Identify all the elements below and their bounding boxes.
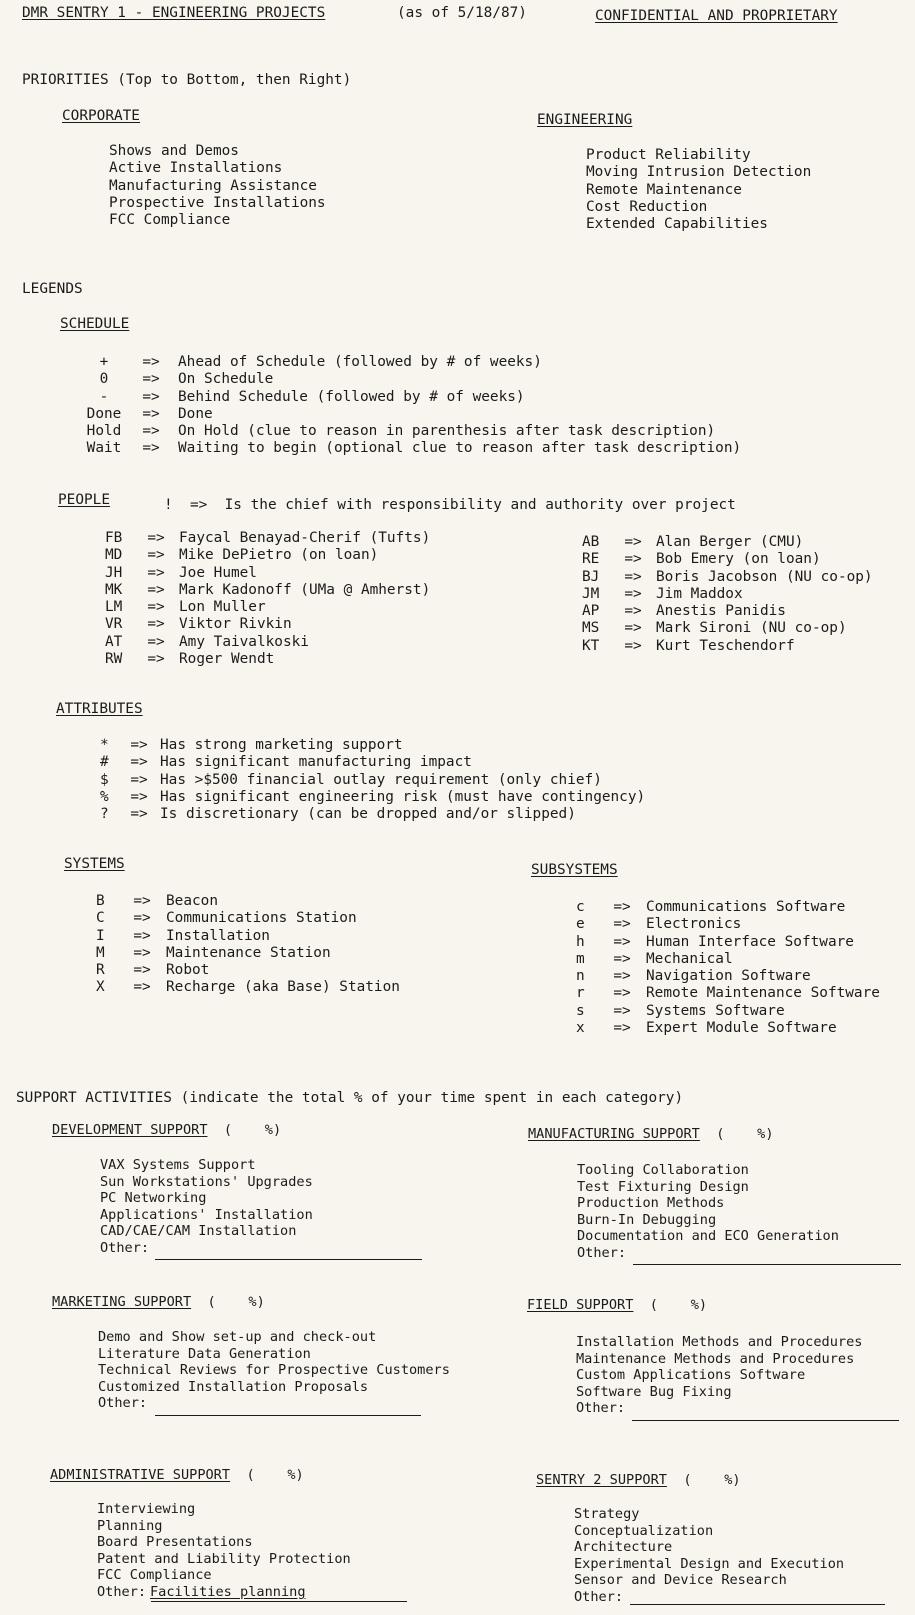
legend-row: n => Navigation Software [576,968,811,985]
subsystems-heading: SUBSYSTEMS [531,862,618,878]
corporate-heading: CORPORATE [62,108,140,124]
people-list-left [105,530,430,668]
marketing-support-heading: MARKETING SUPPORT ( %) [52,1294,265,1310]
person-row: VR => Viktor Rivkin [105,616,292,633]
legend-row: + => Ahead of Schedule (followed by # of weeks) [99,354,542,370]
field-other-field[interactable] [632,1420,899,1421]
list-item: Test Fixturing Design [577,1178,749,1195]
list-item: Patent and Liability Protection [97,1550,351,1567]
corporate-list [109,143,326,229]
list-item: Experimental Design and Execution [574,1555,845,1572]
list-item: Extended Capabilities [586,216,768,233]
list-item: FCC Compliance [97,1567,212,1584]
legend-row: s => Systems Software [576,1002,785,1019]
engineering-heading: ENGINEERING [537,112,633,128]
support-title: SUPPORT ACTIVITIES (indicate the total % of your time spent in each category) [16,1090,684,1106]
sentry2-support-heading: SENTRY 2 SUPPORT ( %) [536,1472,741,1488]
list-item: Technical Reviews for Prospective Customers [98,1362,450,1379]
list-item: Tooling Collaboration [577,1162,749,1178]
list-item: Documentation and ECO Generation [577,1228,839,1245]
list-item: Moving Intrusion Detection [586,164,812,181]
administrative-other-value: Facilities planning [150,1584,306,1600]
list-item: Remote Maintenance [586,181,742,198]
person-row: MS => Mark Sironi (NU co-op) [582,620,847,637]
other-label: Other: [100,1239,150,1256]
list-item: Maintenance Methods and Procedures [576,1350,855,1367]
legend-row: X => Recharge (aka Base) Station [96,979,400,996]
list-item: Strategy [574,1506,640,1522]
schedule-heading: SCHEDULE [60,316,130,332]
person-row: LM => Lon Muller [105,599,266,616]
person-row: AT => Amy Taivalkoski [105,633,309,650]
other-label: Other: [98,1395,148,1412]
engineering-list [586,147,811,233]
administrative-support-heading: ADMINISTRATIVE SUPPORT ( %) [50,1467,304,1483]
legend-row: * => Has strong marketing support [100,737,403,753]
subsystems-list [576,899,880,1037]
list-item: Custom Applications Software [576,1367,806,1384]
development-support-heading: DEVELOPMENT SUPPORT ( %) [52,1122,282,1138]
person-row: RW => Roger Wendt [105,651,275,668]
list-item: Board Presentations [97,1534,253,1551]
person-row: MK => Mark Kadonoff (UMa @ Amherst) [105,581,431,598]
legend-row: Hold => On Hold (clue to reason in parenthesis after task description) [86,423,716,440]
list-item: Sun Workstations' Upgrades [100,1173,313,1190]
people-list-right [582,534,873,655]
list-item: Prospective Installations [109,194,326,211]
legend-row: $ => Has >$500 financial outlay requirement (only chief) [100,771,602,788]
list-item: Planning [97,1517,163,1534]
other-label: Other: [577,1244,627,1261]
list-item: Literature Data Generation [98,1345,311,1362]
legend-row: h => Human Interface Software [576,933,854,950]
list-item: FCC Compliance [109,212,231,229]
legend-row: I => Installation [96,927,270,944]
legend-row: Wait => Waiting to begin (optional clue to reason after task description) [86,440,742,457]
people-heading: PEOPLE [58,492,110,508]
sentry2-other-field[interactable] [630,1604,885,1605]
administrative-other-field[interactable] [151,1601,407,1602]
person-row: JM => Jim Maddox [582,585,743,602]
development-support-list [100,1157,313,1257]
legend-row: C => Communications Station [96,910,357,927]
list-item: Interviewing [97,1501,196,1517]
person-row: RE => Bob Emery (on loan) [582,551,821,568]
person-row: AP => Anestis Panidis [582,603,786,620]
legends-title: LEGENDS [22,281,83,297]
list-item: Manufacturing Assistance [109,177,317,194]
attributes-list [100,737,645,823]
list-item: PC Networking [100,1190,207,1207]
legend-row: 0 => On Schedule [99,371,274,388]
person-row: FB => Faycal Benayad-Cherif (Tufts) [105,530,431,546]
document-title: DMR SENTRY 1 - ENGINEERING PROJECTS [22,5,326,21]
legend-row: m => Mechanical [576,950,733,967]
list-item: Software Bug Fixing [576,1383,732,1400]
list-item: VAX Systems Support [100,1157,256,1173]
development-other-field[interactable] [155,1259,422,1260]
legend-row: x => Expert Module Software [576,1020,837,1037]
list-item: Burn-In Debugging [577,1211,717,1228]
list-item: Applications' Installation [100,1206,313,1223]
legend-row: e => Electronics [576,916,742,933]
other-label: Other: [576,1400,626,1417]
legend-row: r => Remote Maintenance Software [576,985,880,1002]
marketing-other-field[interactable] [155,1415,421,1416]
legend-row: Done => Done [86,405,213,422]
legend-row: B => Beacon [96,893,218,909]
person-row: BJ => Boris Jacobson (NU co-op) [582,568,873,585]
list-item: Installation Methods and Procedures [576,1334,863,1350]
other-label: Other: [574,1588,624,1605]
legend-row: - => Behind Schedule (followed by # of weeks) [99,388,525,405]
list-item: Product Reliability [586,147,751,163]
field-support-list [576,1334,862,1417]
list-item: Sensor and Device Research [574,1572,787,1589]
systems-heading: SYSTEMS [64,856,125,872]
field-support-heading: FIELD SUPPORT ( %) [527,1297,708,1313]
manufacturing-support-heading: MANUFACTURING SUPPORT ( %) [528,1126,774,1142]
people-chief-note: ! => Is the chief with responsibility and authority over project [164,497,736,513]
legend-row: % => Has significant engineering risk (must have contingency) [100,788,646,805]
legend-row: # => Has significant manufacturing impact [100,754,472,771]
list-item: Active Installations [109,160,283,177]
legend-row: c => Communications Software [576,899,846,915]
marketing-support-list [98,1329,450,1412]
list-item: Conceptualization [574,1522,714,1539]
priorities-title: PRIORITIES (Top to Bottom, then Right) [22,72,352,88]
person-row: MD => Mike DePietro (on loan) [105,547,379,564]
list-item: Architecture [574,1539,673,1556]
legend-row: R => Robot [96,962,210,979]
list-item: CAD/CAE/CAM Installation [100,1223,297,1240]
person-row: KT => Kurt Teschendorf [582,637,795,654]
list-item: Cost Reduction [586,198,708,215]
as-of-date: (as of 5/18/87) [397,5,527,21]
list-item: Production Methods [577,1195,725,1212]
person-row: JH => Joe Humel [105,564,257,581]
sentry2-support-list [574,1506,844,1606]
systems-list [96,893,400,997]
list-item: Customized Installation Proposals [98,1378,369,1395]
other-label: Other: [97,1583,147,1600]
attributes-heading: ATTRIBUTES [56,701,143,717]
confidential-notice: CONFIDENTIAL AND PROPRIETARY [595,8,838,24]
manufacturing-support-list [577,1162,839,1262]
list-item: Shows and Demos [109,143,239,159]
legend-row: ? => Is discretionary (can be dropped and/or slipped) [100,806,576,823]
person-row: AB => Alan Berger (CMU) [582,534,804,550]
schedule-list [84,354,741,458]
legend-row: M => Maintenance Station [96,944,331,961]
manufacturing-other-field[interactable] [633,1264,901,1265]
list-item: Demo and Show set-up and check-out [98,1329,377,1345]
